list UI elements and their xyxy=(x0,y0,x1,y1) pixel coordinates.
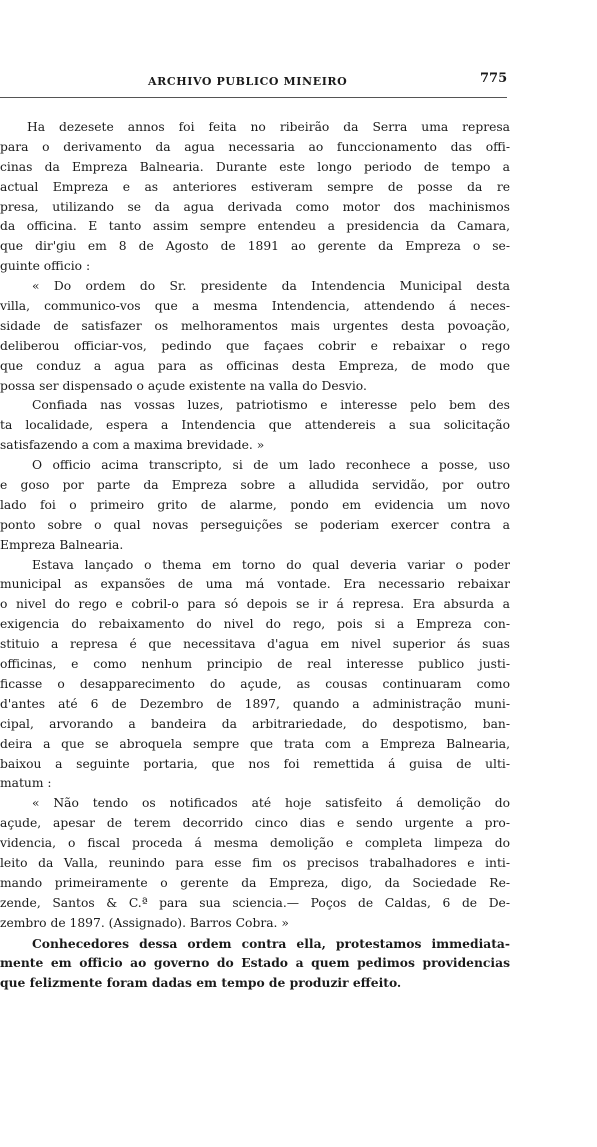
text-line: actual Empreza e as anteriores estiveram sempre de posse da re xyxy=(0,179,510,194)
text-line: ta localidade, espera a Intendencia que attendereis a sua solicitação xyxy=(0,418,510,433)
text-line: açude, apesar de terem decorrido cinco dias e sendo urgente a pro- xyxy=(0,816,510,831)
text-line: para o derivamento da agua necessaria ao funccionamento das offi- xyxy=(0,139,510,154)
text-line: que felizmente foram dadas em tempo de produzir effeito. xyxy=(0,975,402,991)
body-text xyxy=(0,118,510,993)
text-line: Estava lançado o thema em torno do qual deveria variar o poder xyxy=(32,557,510,572)
text-line: Conhecedores dessa ordem contra ella, protestamos immediata- xyxy=(32,935,510,951)
text-line: matum : xyxy=(0,776,52,791)
text-line: O officio acima transcripto, si de um lado reconhece a posse, uso xyxy=(32,458,510,473)
text-line: satisfazendo a com a maxima brevidade. » xyxy=(0,438,265,453)
text-line: « Não tendo os notificados até hoje satisfeito á demolição do xyxy=(32,796,510,811)
text-line: cipal, arvorando a bandeira da arbitrariedade, do despotismo, ban- xyxy=(0,716,510,731)
text-line: villa, communico-vos que a mesma Intendencia, attendendo á neces- xyxy=(0,299,510,314)
text-line: exigencia do rebaixamento do nivel do rego, pois si a Empreza con- xyxy=(0,617,510,632)
running-title: ARCHIVO PUBLICO MINEIRO xyxy=(148,75,348,88)
text-line: que dir'giu em 8 de Agosto de 1891 ao gerente da Empreza o se- xyxy=(0,239,510,254)
text-line: guinte officio : xyxy=(0,259,91,274)
text-line: presa, utilizando se da agua derivada como motor dos machinismos xyxy=(0,199,510,214)
text-line: mente em officio ao governo do Estado a quem pedimos providencias xyxy=(0,955,510,971)
text-line: zende, Santos & C.ª para sua sciencia.— Poços de Caldas, 6 de De- xyxy=(0,895,510,910)
text-line: lado foi o primeiro grito de alarme, pondo em evidencia um novo xyxy=(0,497,510,512)
text-line: Empreza Balnearia. xyxy=(0,537,124,552)
text-line: d'antes até 6 de Dezembro de 1897, quando a administração muni- xyxy=(0,696,510,711)
text-line: videncia, o fiscal proceda á mesma demolição e completa limpeza do xyxy=(0,836,510,851)
text-line: o nivel do rego e cobril-o para só depois se ir á represa. Era absurda a xyxy=(0,597,510,612)
running-header xyxy=(0,70,515,92)
text-line: da officina. E tanto assim sempre entendeu a presidencia da Camara, xyxy=(0,219,510,234)
page-number: 775 xyxy=(480,71,508,86)
header-rule xyxy=(0,97,507,98)
text-line: officinas, e como nenhum principio de real interesse publico justi- xyxy=(0,657,510,672)
text-line: ficasse o desapparecimento do açude, as cousas continuaram como xyxy=(0,676,510,691)
text-line: deliberou officiar-vos, pedindo que façaes cobrir e rebaixar o rego xyxy=(0,338,510,353)
text-line: Confiada nas vossas luzes, patriotismo e interesse pelo bem des xyxy=(32,398,510,413)
text-line: zembro de 1897. (Assignado). Barros Cobra. » xyxy=(0,915,289,930)
text-line: leito da Valla, reunindo para esse fim os precisos trabalhadores e inti- xyxy=(0,855,510,870)
text-line: mando primeiramente o gerente da Empreza, digo, da Sociedade Re- xyxy=(0,875,510,890)
text-line: e goso por parte da Empreza sobre a alludida servidão, por outro xyxy=(0,478,510,493)
text-line: stituio a represa é que necessitava d'agua em nivel superior ás suas xyxy=(0,637,510,652)
text-line: deira a que se abroquela sempre que trata com a Empreza Balnearia, xyxy=(0,736,510,751)
text-line: municipal as expansões de uma má vontade. Era necessario rebaixar xyxy=(0,577,510,592)
text-line: « Do ordem do Sr. presidente da Intendencia Municipal desta xyxy=(32,279,510,294)
text-line: ponto sobre o qual novas perseguições se poderiam exercer contra a xyxy=(0,517,510,532)
text-line: cinas da Empreza Balnearia. Durante este longo periodo de tempo a xyxy=(0,159,510,174)
text-line: Ha dezesete annos foi feita no ribeirão da Serra uma represa xyxy=(27,120,510,134)
text-line: baixou a seguinte portaria, que nos foi remettida á guisa de ulti- xyxy=(0,756,510,771)
text-line: possa ser dispensado o açude existente na valla do Desvio. xyxy=(0,378,367,393)
text-line: que conduz a agua para as officinas desta Empreza, de modo que xyxy=(0,358,510,373)
text-line: sidade de satisfazer os melhoramentos mais urgentes desta povoação, xyxy=(0,318,510,333)
